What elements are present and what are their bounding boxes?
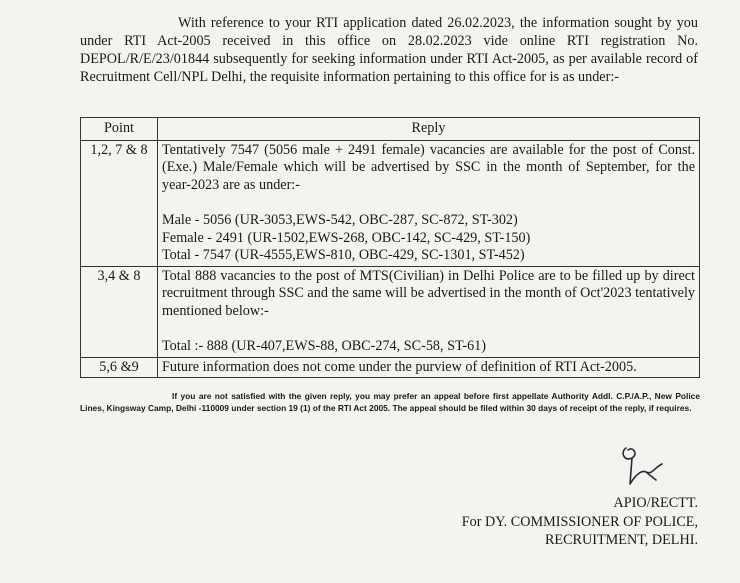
table-header-row bbox=[81, 118, 700, 141]
reply-text: Tentatively 7547 (5056 male + 2491 female) vacancies are available for the post of Const. (Exe.) Male/Female which will be advertised by SSC in the month of September, for the year-2023 are as under:- bbox=[162, 141, 695, 193]
appeal-note: If you are not satisfied with the given reply, you may prefer an appeal before first appellate Authority Addl. C.P./A.P., New Police Lines, Kingsway Camp, Delhi -110009 under section 19 (1) of the RTI Act 2005. The appeal should be filed within 30 days of receipt of the reply, if requires. bbox=[80, 391, 700, 413]
handwritten-signature bbox=[612, 440, 672, 490]
breakup-line: Total - 7547 (UR-4555,EWS-810, OBC-429, SC-1301, ST-452) bbox=[162, 247, 525, 264]
signatory-office: For DY. COMMISSIONER OF POLICE, bbox=[461, 513, 698, 530]
table-row bbox=[81, 357, 700, 378]
reply-text: Future information does not come under the purview of definition of RTI Act-2005. bbox=[162, 358, 637, 375]
signature-block bbox=[462, 494, 698, 550]
row-point: 3,4 & 8 bbox=[81, 266, 158, 357]
signatory-designation: APIO/RECTT. bbox=[613, 495, 698, 511]
row-point: 1,2, 7 & 8 bbox=[81, 140, 158, 266]
header-point: Point bbox=[81, 118, 158, 141]
row-reply bbox=[158, 266, 700, 357]
signatory-unit: RECRUITMENT, DELHI. bbox=[544, 532, 698, 548]
intro-paragraph: With reference to your RTI application dated 26.02.2023, the information sought by you under RTI Act-2005 received in this office on 28.02.2023 vide online RTI registration No. DEPOL/R/E/23/01844 subsequently for seeking information under RTI Act-2005, as per available record of Recruitment Cell/NPL Delhi, the requisite information pertaining to this office for is as under:- bbox=[80, 15, 698, 85]
breakup-line: Total :- 888 (UR-407,EWS-88, OBC-274, SC-58, ST-61) bbox=[162, 338, 486, 355]
table-row bbox=[81, 266, 700, 357]
breakup-line: Male - 5056 (UR-3053,EWS-542, OBC-287, SC-872, ST-302) bbox=[162, 211, 518, 228]
reply-text: Total 888 vacancies to the post of MTS(Civilian) in Delhi Police are to be filled up by direct recruitment through SSC and the same will be advertised in the month of Oct'2023 tentatively mentioned below:- bbox=[162, 267, 695, 319]
header-reply: Reply bbox=[158, 118, 700, 141]
breakup-line: Female - 2491 (UR-1502,EWS-268, OBC-142, SC-429, ST-150) bbox=[162, 229, 531, 246]
row-reply bbox=[158, 357, 700, 378]
row-point: 5,6 &9 bbox=[81, 357, 158, 378]
table-row bbox=[81, 140, 700, 266]
rti-reply-table bbox=[80, 117, 700, 378]
row-reply bbox=[158, 140, 700, 266]
